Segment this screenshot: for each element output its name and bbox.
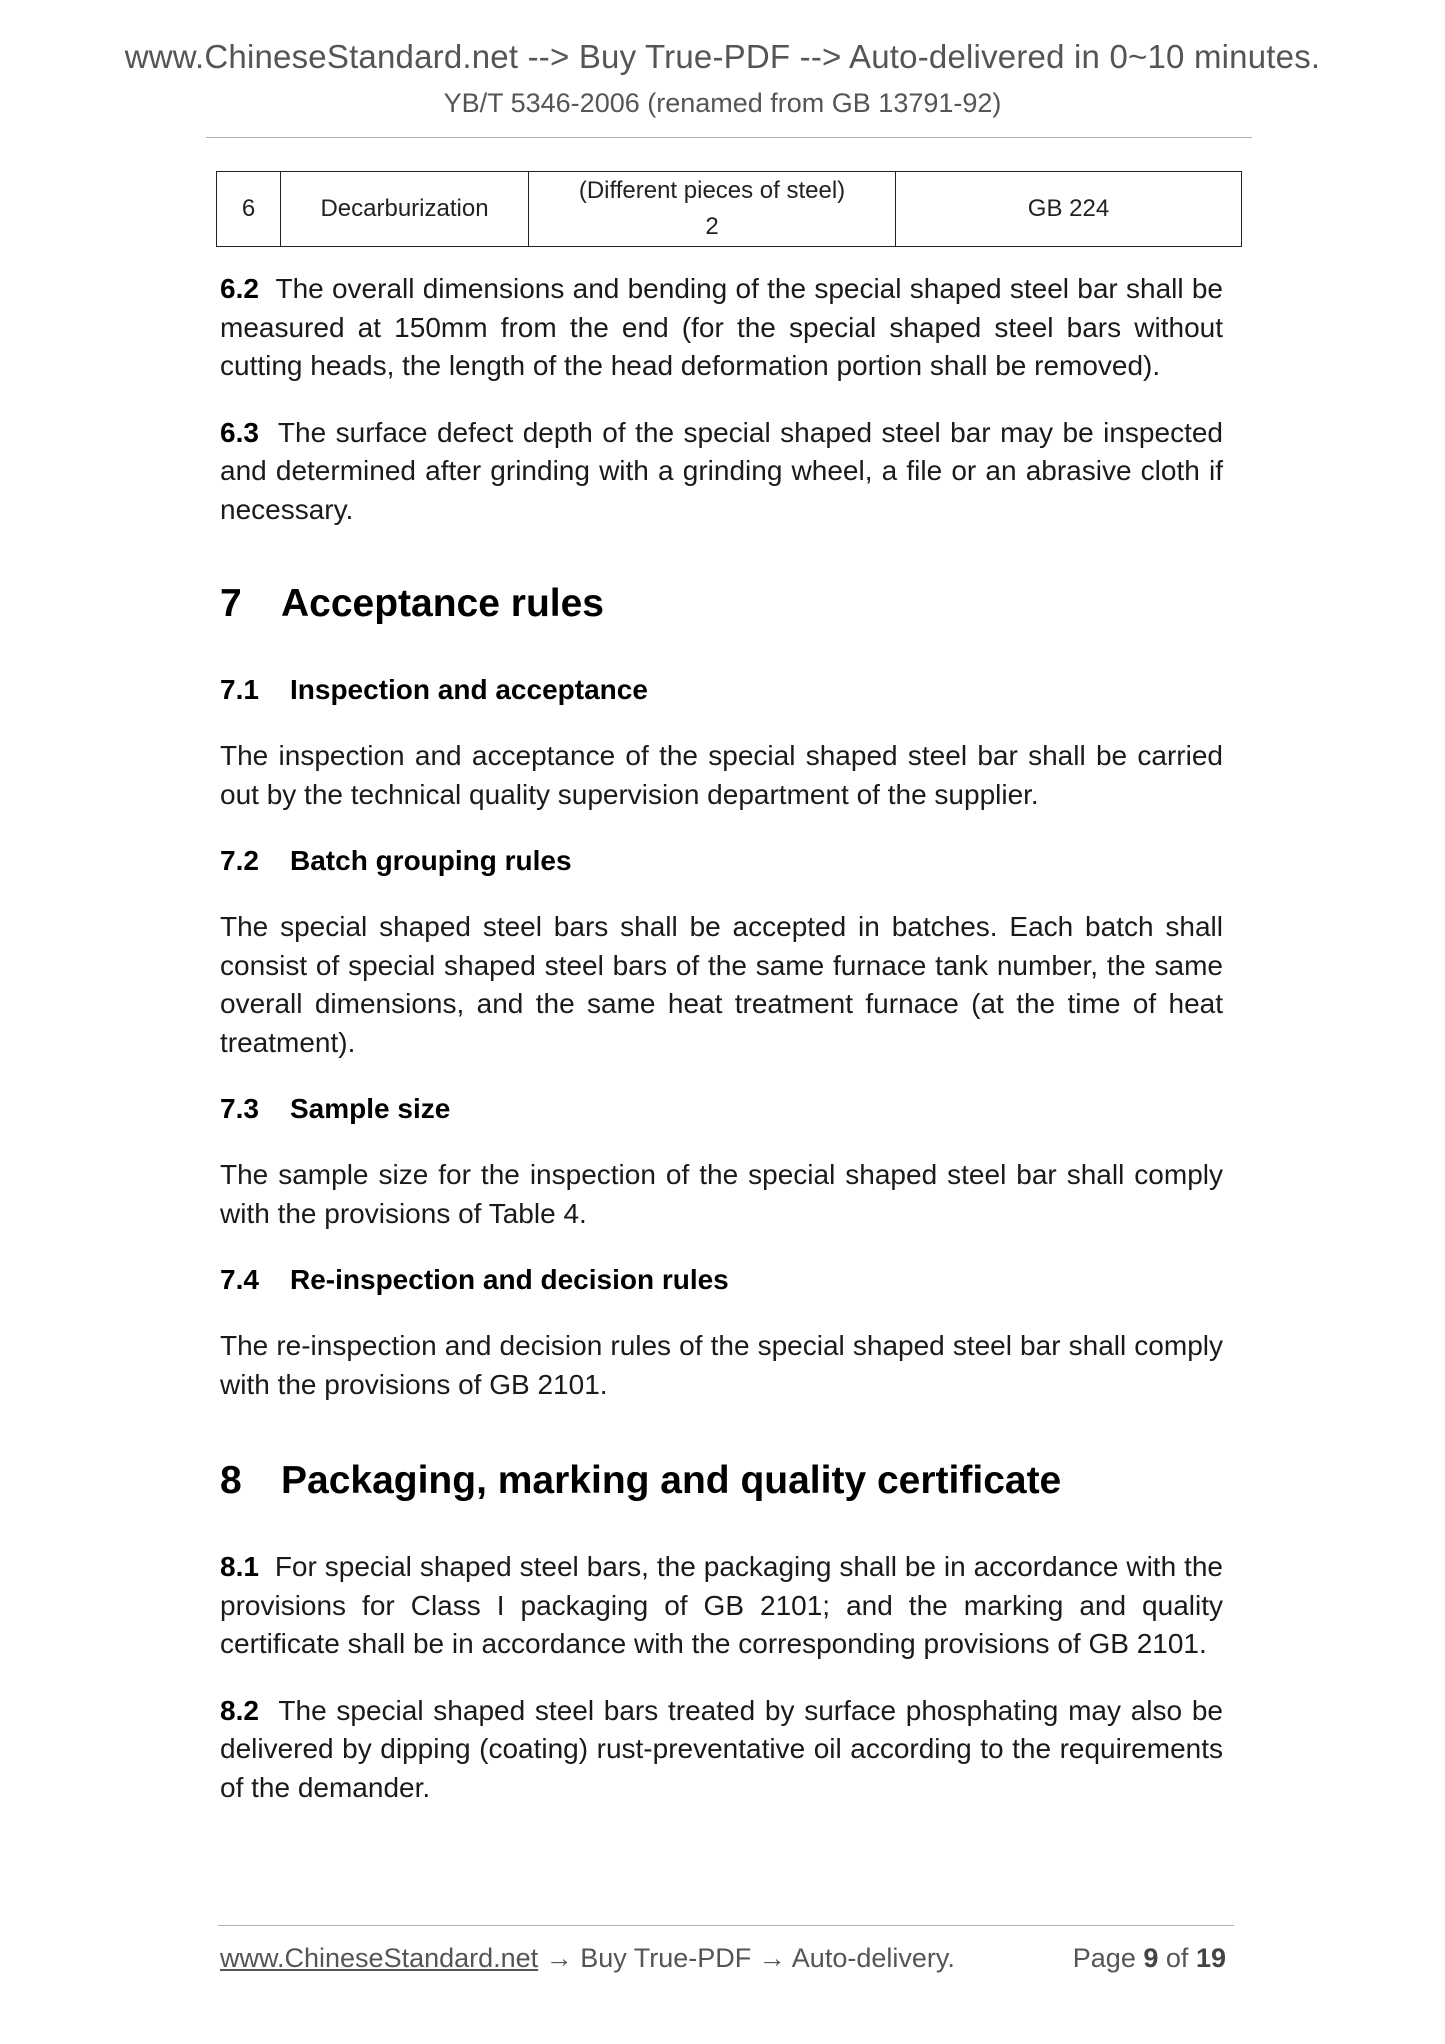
page-indicator [1073,1943,1226,1974]
inspection-table-fragment [216,171,1242,247]
clause-7-4-text: The re-inspection and decision rules of the special shaped steel bar shall comply with the provisions of GB 2101. [220,1330,1223,1400]
section-number: 8 [220,1459,242,1502]
clause-text: The overall dimensions and bending of the special shaped steel bar shall be measured at 150mm from the end (for the special shaped steel bars without cutting heads, the length of the head deformation portion shall be removed). [220,273,1223,381]
page-content [220,270,1223,1835]
footer-divider [218,1925,1234,1926]
section-number: 7 [220,582,242,625]
footer-buy-text: Buy True-PDF [580,1943,752,1973]
subsection-number: 7.4 [220,1264,259,1295]
clause-number: 6.2 [220,273,259,304]
clause-7-2-text: The special shaped steel bars shall be accepted in batches. Each batch shall consist of special shaped steel bars of the same furnace tank number, the same overall dimensions, and the same heat treatment furnace (at the time of heat treatment). [220,911,1223,1058]
page-number: 9 [1143,1943,1159,1973]
sample-count: 2 [705,213,719,240]
page-label: Page [1072,1943,1136,1973]
clause-6-2 [220,270,1223,386]
table-cell-no: 6 [217,172,281,247]
clause-text: The surface defect depth of the special shaped steel bar may be inspected and determined after grinding with a grinding wheel, a file or an abrasive cloth if necessary. [220,416,1224,525]
page-total: 19 [1195,1943,1226,1973]
table-cell-sample [529,172,896,247]
header-divider [206,137,1252,138]
section-heading-7 [220,581,1223,627]
subsection-title: Sample size [290,1093,451,1124]
subsection-heading-7-1 [220,671,1223,709]
clause-8-1 [220,1548,1223,1664]
footer-auto-text: Auto-delivery. [791,1943,955,1973]
footer-site-link[interactable]: www.ChineseStandard.net [220,1943,539,1973]
section-title: Acceptance rules [281,582,604,625]
section-heading-8 [220,1458,1223,1504]
subsection-title: Inspection and acceptance [290,674,648,705]
header-banner: www.ChineseStandard.net --> Buy True-PDF --> Auto-delivered in 0~10 minutes. [124,38,1321,75]
clause-7-3-text: The sample size for the inspection of the special shaped steel bar shall comply with the provisions of Table 4. [220,1159,1223,1229]
table-cell-item: Decarburization [281,172,529,247]
footer [220,1943,1232,1974]
subsection-title: Re-inspection and decision rules [290,1264,729,1295]
subsection-heading-7-4 [220,1261,1223,1299]
subsection-heading-7-3 [220,1090,1223,1128]
table-cell-method: GB 224 [896,172,1242,247]
section-title: Packaging, marking and quality certificate [281,1459,1062,1502]
clause-6-3 [220,414,1223,530]
clause-text: For special shaped steel bars, the packaging shall be in accordance with the provisions for Class I packaging of GB 2101; and the marking and quality certificate shall be in accordance with the corresponding provisions of GB 2101. [220,1551,1224,1659]
clause-7-1-text: The inspection and acceptance of the special shaped steel bar shall be carried out by the technical quality supervision department of the supplier. [220,740,1223,810]
of-label: of [1165,1943,1189,1973]
subsection-heading-7-2 [220,842,1223,880]
sample-note: (Different pieces of steel) [578,177,846,204]
document-code: YB/T 5346-2006 (renamed from GB 13791-92) [443,88,1002,118]
clause-number: 8.2 [220,1694,259,1726]
clause-number: 6.3 [220,416,259,448]
clause-number: 8.1 [220,1551,259,1582]
clause-8-2 [220,1692,1223,1808]
subsection-number: 7.1 [220,674,259,705]
arrow-right-icon: → [545,1943,573,1973]
subsection-number: 7.3 [220,1093,259,1124]
subsection-title: Batch grouping rules [290,845,572,876]
subsection-number: 7.2 [220,845,259,876]
clause-text: The special shaped steel bars treated by surface phosphating may also be delivered by dipping (coating) rust-preventative oil according to the requirements of the demander. [220,1694,1223,1803]
arrow-right-icon: → [758,1943,786,1973]
table-row [217,172,1242,247]
